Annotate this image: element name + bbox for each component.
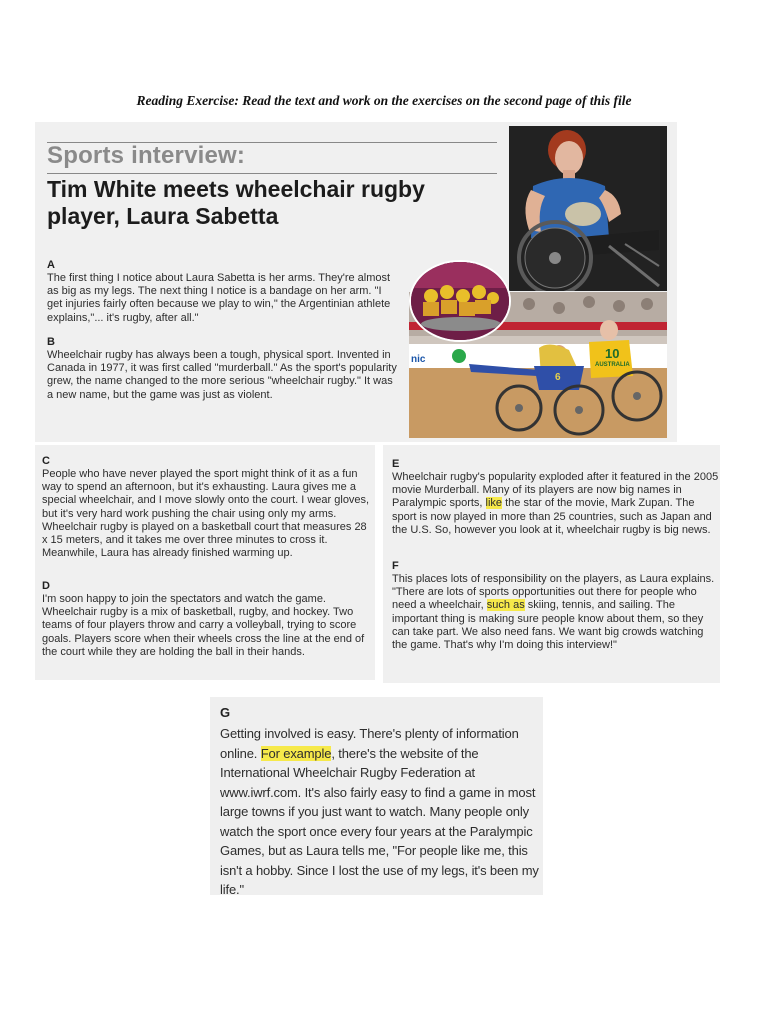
section-text — [392, 471, 719, 537]
article-kicker: Sports interview: — [47, 142, 246, 169]
text-run: This places lots of responsibility on the players, as Laura explains. "There are lots of sports opportunities out there for people who need a wheelchair, — [392, 573, 715, 612]
svg-text:nic: nic — [411, 354, 426, 365]
section-text — [392, 573, 719, 652]
text-run: , there's the website of the International Wheelchair Rugby Federation at www.iwrf.com. It's also fairly easy to find a game in most large towns if you just want to watch. Many people only watch the sport once every four years at the Paralympic Games, but as Laura tells me, "For people like me, this isn't a hobby. Since I lost the use of my legs, it's been my life." — [220, 745, 539, 897]
section-text: The first thing I notice about Laura Sabetta is her arms. They're almost as big as my legs. The next thing I notice is a bandage on her arm. "I get injuries fairly often because we play to win," the Argentinian athlete explains,"... it's rugby, after all." — [47, 272, 391, 324]
team-inset-photo — [409, 260, 511, 342]
section-letter: C — [42, 455, 50, 467]
text-run: skiing, tennis, and sailing. The important thing is making sure people know about them, so they can take part. We also need fans. We want big crowds watching the game. That's why I'm doing this interview!" — [392, 599, 704, 652]
section-text: I'm soon happy to join the spectators and watch the game. Wheelchair rugby is a mix of basketball, rugby, and hockey. Two teams of four players throw and carry a volleyball, trying to score goals. Players score when their wheels cross the line at the end of the court while they are holding the ball in their hands. — [42, 593, 365, 658]
jersey-number: 10 — [605, 346, 620, 361]
section-c — [42, 454, 372, 560]
panel-g — [210, 697, 543, 895]
panel-e-f — [383, 445, 720, 683]
article-headline: Tim White meets wheelchair rugby player, Laura Sabetta — [47, 176, 425, 229]
section-f — [392, 559, 719, 652]
section-letter: F — [392, 560, 399, 572]
section-d — [42, 579, 372, 659]
instruction-line: Reading Exercise: Read the text and work on the exercises on the second page of this file — [136, 93, 632, 108]
section-letter: G — [220, 705, 231, 720]
section-letter: D — [42, 580, 50, 592]
article-header-panel — [35, 122, 677, 442]
highlighted-phrase: such as — [486, 599, 525, 612]
jersey-text: AUSTRALIA — [595, 362, 630, 368]
portrait-photo — [509, 126, 667, 291]
highlighted-phrase: For example — [260, 745, 332, 761]
section-b — [47, 335, 399, 402]
text-run: Wheelchair rugby's popularity exploded after it featured in the 2005 movie Murderball. Many of its players are now big names in Paralympic sports, — [392, 471, 719, 510]
text-run: Getting involved is easy. There's plenty of information online. — [220, 726, 519, 761]
text-run: the star of the movie, Mark Zupan. The sport is now played in more than 25 countries, such as Japan and the U.S. So, however you look at it, wheelchair rugby is big news. — [392, 497, 712, 536]
section-letter: B — [47, 336, 55, 348]
section-letter: A — [47, 259, 55, 271]
middle-rule — [47, 173, 497, 174]
section-g — [220, 705, 540, 900]
section-text — [220, 724, 540, 900]
highlighted-phrase: like — [485, 497, 503, 510]
panel-c-d — [35, 445, 375, 680]
section-letter: E — [392, 458, 400, 470]
opponent-number: 6 — [555, 372, 561, 383]
section-e — [392, 457, 719, 537]
section-a — [47, 258, 397, 325]
section-text: Wheelchair rugby has always been a tough, physical sport. Invented in Canada in 1977, it was first called "murderball." As the sport's popularity grew, the name changed to the more serious "wheelchair rugby." It was a new name, but the game was just as violent. — [47, 349, 397, 401]
section-text: People who have never played the sport might think of it as a fun way to spend an afternoon, but it's exhausting. Laura gives me a special wheelchair, and I move slowly onto the court. I wear gloves, but it's very hard work pushing the chair using only my arms. Wheelchair rugby is played on a basketball court that measures 28 x 15 meters, and it takes me over three minutes to cross it. Meanwhile, Laura has already finished warming up. — [42, 468, 370, 560]
